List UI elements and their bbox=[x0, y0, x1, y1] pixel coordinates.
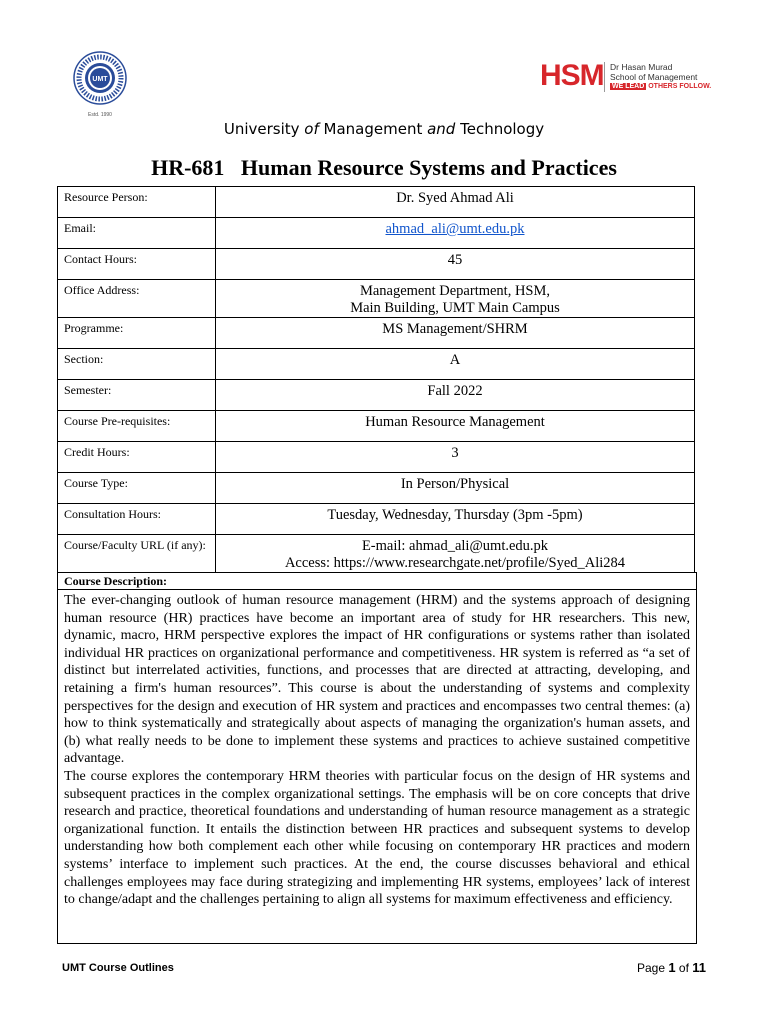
table-row bbox=[58, 280, 695, 318]
hsm-tag-box: WE LEAD bbox=[612, 83, 645, 90]
hsm-tag-rest: OTHERS FOLLOW. bbox=[648, 83, 712, 90]
row-label: Course Type: bbox=[58, 473, 216, 504]
page-current: 1 bbox=[668, 960, 676, 975]
row-value: 45 bbox=[216, 249, 695, 280]
umt-logo-estd: Estd. 1990 bbox=[88, 112, 112, 118]
page-number bbox=[637, 960, 706, 975]
uni-prefix: University bbox=[223, 120, 305, 138]
table-row bbox=[58, 318, 695, 349]
url-email-line: E-mail: ahmad_ali@umt.edu.pk bbox=[361, 538, 549, 554]
row-value: 3 bbox=[216, 442, 695, 473]
row-label: Consultation Hours: bbox=[58, 504, 216, 535]
table-row bbox=[58, 218, 695, 249]
row-value bbox=[216, 280, 695, 318]
hsm-logo-line1: Dr Hasan Murad bbox=[610, 62, 673, 72]
uni-suffix: Technology bbox=[455, 120, 545, 138]
footer-title: UMT Course Outlines bbox=[62, 962, 174, 974]
table-row bbox=[58, 187, 695, 218]
uni-and: and bbox=[427, 120, 456, 138]
hsm-logo-tagline bbox=[610, 82, 711, 92]
hsm-logo-divider bbox=[604, 62, 605, 92]
table-row bbox=[58, 411, 695, 442]
university-name bbox=[0, 120, 768, 138]
row-label: Programme: bbox=[58, 318, 216, 349]
hsm-logo-text bbox=[610, 62, 711, 92]
url-access-line: Access: https://www.researchgate.net/profile/Syed_Ali284 bbox=[284, 555, 626, 571]
table-row bbox=[58, 504, 695, 535]
row-label: Contact Hours: bbox=[58, 249, 216, 280]
course-description-body bbox=[58, 590, 696, 909]
page-total: 11 bbox=[692, 960, 706, 975]
table-row bbox=[58, 535, 695, 573]
hsm-logo-line2: School of Management bbox=[610, 72, 698, 82]
description-paragraph: The ever-changing outlook of human resource management (HRM) and the systems approach of designing human resource (HR) practices have become an important area of study for HR researchers. This new, dynamic, macro, HRM perspective explores the impact of HR configurations or systems rather than isolated individual HR practices on organizational performance and competitiveness. HR system is referred as “a set of distinct but interrelated activities, functions, and processes that are directed at attracting, developing, and retaining a firm's human resources”. This course is about the understanding of systems and complexity perspectives for the design and execution of HR system and practices and encompasses two central themes: (a) how to think systematically and strategically about aspects of managing the organization's human assets, and (b) what really needs to be done to implement these systems and practices to achieve sustained competitive advantage. bbox=[64, 593, 690, 767]
description-paragraph: The course explores the contemporary HRM theories with particular focus on the design of HR systems and subsequent practices in the complex organizational settings. The emphasis will be on core concepts that drive research and practice, theoretical foundations and understanding of human resource management as a strategic organizational function. It entails the distinction between HR practices and subsequent systems to develop understanding how both complement each other while focusing on contemporary HR practices and modern systems’ interface to implement such practices. At the end, the course discusses behavioral and ethical challenges employees may face during strategizing and implementing HR systems, employees’ lack of interest to change/adapt and the challenges pertaining to align all systems for maximum effectiveness and efficiency. bbox=[64, 768, 690, 908]
row-label: Course Pre-requisites: bbox=[58, 411, 216, 442]
course-title: HR-681 Human Resource Systems and Practices bbox=[151, 155, 617, 180]
row-value: A bbox=[216, 349, 695, 380]
table-row bbox=[58, 349, 695, 380]
uni-of: of bbox=[304, 120, 319, 138]
row-label: Resource Person: bbox=[58, 187, 216, 218]
row-value: Human Resource Management bbox=[216, 411, 695, 442]
email-link[interactable]: ahmad_ali@umt.edu.pk bbox=[385, 221, 525, 237]
row-value: MS Management/SHRM bbox=[216, 318, 695, 349]
of-word: of bbox=[675, 961, 693, 975]
umt-logo-center: UMT bbox=[92, 76, 108, 83]
hsm-logo bbox=[540, 56, 712, 100]
row-value: In Person/Physical bbox=[216, 473, 695, 504]
row-value: Fall 2022 bbox=[216, 380, 695, 411]
row-label: Credit Hours: bbox=[58, 442, 216, 473]
table-row bbox=[58, 473, 695, 504]
table-row bbox=[58, 380, 695, 411]
row-value: Dr. Syed Ahmad Ali bbox=[216, 187, 695, 218]
row-value: Tuesday, Wednesday, Thursday (3pm -5pm) bbox=[216, 504, 695, 535]
table-row bbox=[58, 249, 695, 280]
uni-mid: Management bbox=[318, 120, 428, 138]
row-label: Semester: bbox=[58, 380, 216, 411]
row-label: Office Address: bbox=[58, 280, 216, 318]
address-line-1: Management Department, HSM, bbox=[359, 283, 551, 299]
row-label: Course/Faculty URL (if any): bbox=[58, 535, 216, 573]
address-line-2: Main Building, UMT Main Campus bbox=[350, 300, 560, 316]
course-description-heading: Course Description: bbox=[58, 573, 696, 590]
row-label: Email: bbox=[58, 218, 216, 249]
table-row bbox=[58, 442, 695, 473]
row-value bbox=[216, 218, 695, 249]
course-description-box bbox=[57, 572, 697, 944]
page-word: Page bbox=[636, 961, 669, 975]
row-value bbox=[216, 535, 695, 573]
umt-logo bbox=[68, 50, 132, 120]
hsm-logo-mark: HSM bbox=[540, 59, 604, 92]
course-info-table bbox=[57, 186, 695, 573]
row-label: Section: bbox=[58, 349, 216, 380]
